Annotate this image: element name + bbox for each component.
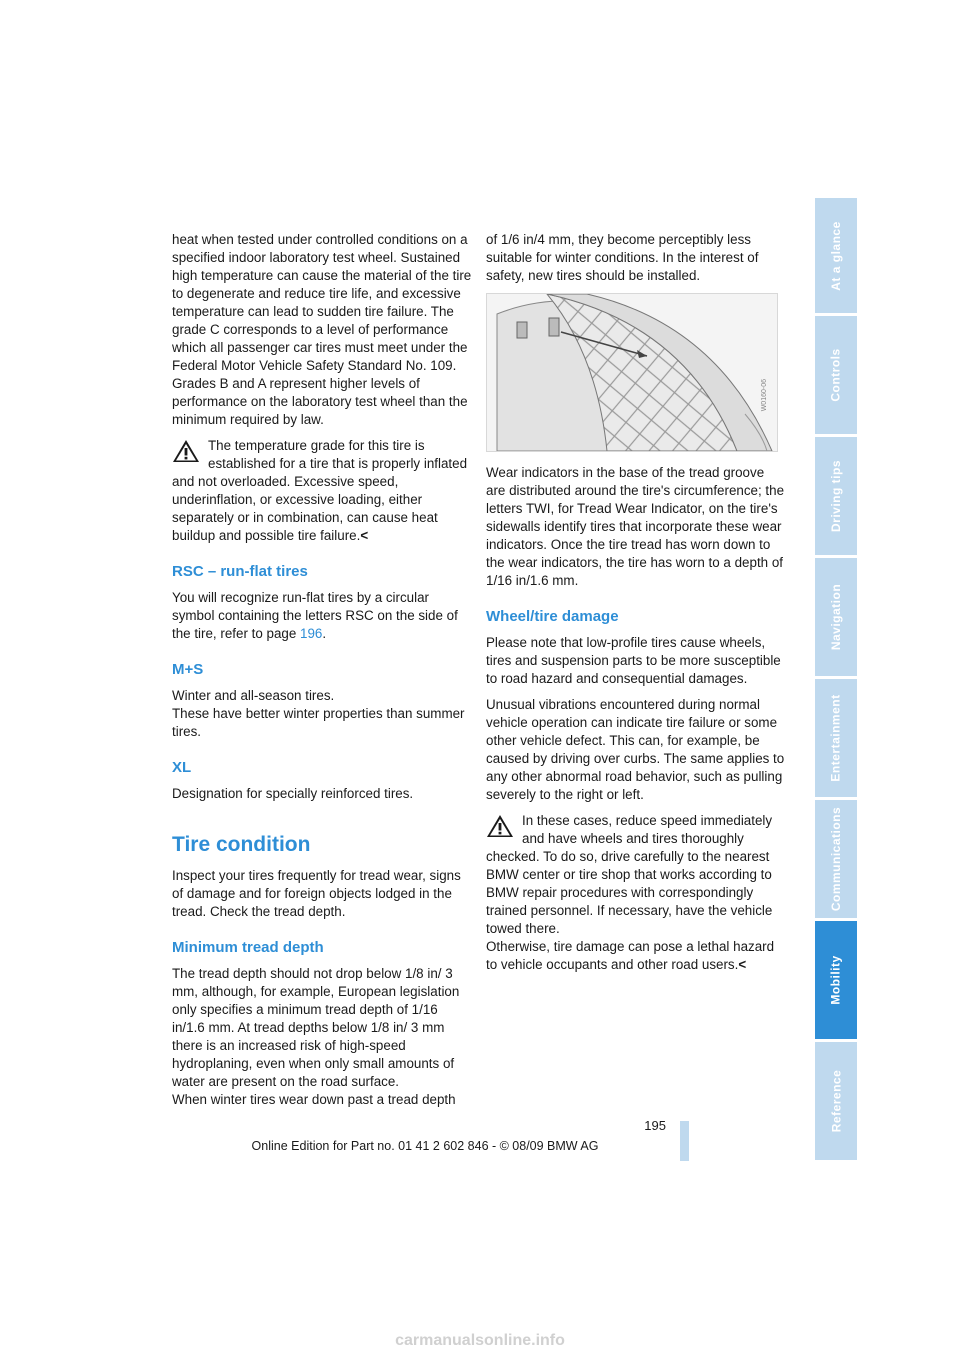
rsc-heading: RSC – run-flat tires xyxy=(172,563,308,580)
page-number: 195 xyxy=(644,1118,666,1133)
temperature-warning xyxy=(172,437,472,545)
edition-footer: Online Edition for Part no. 01 41 2 602 846 - © 08/09 BMW AG xyxy=(251,1139,599,1153)
tread-depth-paragraph: The tread depth should not drop below 1/8 in/ 3 mm, although, for example, European legislation only specifies a minimum tread depth of 1/16 in/1.6 mm. At tread depths below 1/8 in/ 3 mm there is an increased risk of high-speed hydroplaning, even when only small amounts of water are present on the road surface. xyxy=(172,966,460,1089)
warning-icon xyxy=(486,814,514,838)
page-marker-bar xyxy=(680,1121,689,1161)
watermark: carmanualsonline.info xyxy=(395,1332,565,1349)
tab-entertainment[interactable]: Entertainment xyxy=(815,679,857,797)
chapter-sidebar xyxy=(815,198,857,1160)
damage-warning xyxy=(486,812,786,974)
tire-condition-heading: Tire condition xyxy=(172,833,311,856)
winter-tires-paragraph: of 1/6 in/4 mm, they become perceptibly less suitable for winter conditions. In the interest of safety, new tires should be installed. xyxy=(486,232,759,283)
tab-controls[interactable]: Controls xyxy=(815,316,857,434)
tab-navigation[interactable]: Navigation xyxy=(815,558,857,676)
warning-text: In these cases, reduce speed immediately and have wheels and tires thoroughly checked. To do so, drive carefully to the nearest BMW center or tire shop that works according to BMW repair procedures with correspondingly trained personnel. If necessary, have the vehicle towed there. xyxy=(486,813,773,936)
ms-heading: M+S xyxy=(172,661,204,678)
winter-tread-paragraph: When winter tires wear down past a tread depth xyxy=(172,1092,456,1107)
tab-mobility[interactable]: Mobility xyxy=(815,921,857,1039)
tread-depth-heading: Minimum tread depth xyxy=(172,939,324,956)
low-profile-paragraph: Please note that low-profile tires cause wheels, tires and suspension parts to be more susceptible to road hazard and consequential damages. xyxy=(486,635,781,686)
left-column xyxy=(172,231,472,1109)
tire-condition-paragraph: Inspect your tires frequently for tread wear, signs of damage and for foreign objects lodged in the tread. Check the tread depth. xyxy=(172,868,461,919)
xl-heading: XL xyxy=(172,759,192,776)
end-mark: < xyxy=(738,957,747,972)
tab-driving-tips[interactable]: Driving tips xyxy=(815,437,857,555)
wear-indicators-paragraph: Wear indicators in the base of the tread groove are distributed around the tire's circumference; the letters TWI, for Tread Wear Indicator, on the tire's sidewalls identify tires that incorporate these wear indicators. Once the tire tread has worn down to the wear indicators, the tire has worn to a depth of 1/16 in/1.6 mm. xyxy=(486,465,785,588)
xl-paragraph: Designation for specially reinforced tires. xyxy=(172,786,414,801)
ms-line-2: These have better winter properties than summer tires. xyxy=(172,706,465,739)
figure-id: W0160-06 xyxy=(761,378,768,411)
tab-communications[interactable]: Communications xyxy=(815,800,857,918)
warning-icon xyxy=(172,439,200,463)
wheel-damage-heading: Wheel/tire damage xyxy=(486,608,619,625)
right-column xyxy=(486,231,786,982)
tab-reference[interactable]: Reference xyxy=(815,1042,857,1160)
page-link[interactable]: 196 xyxy=(300,626,323,641)
warning-text: The temperature grade for this tire is established for a tire that is properly inflated and not overloaded. Excessive speed, underinflation, or excessive loading, either separately or in combination, can cause heat buildup and possible tire failure. xyxy=(172,438,468,543)
rsc-paragraph: You will recognize run-flat tires by a circular symbol containing the letters RSC on the side of the tire, refer to page 196. xyxy=(172,590,458,641)
warning-continuation: Otherwise, tire damage can pose a lethal hazard to vehicle occupants and other road users. xyxy=(486,939,775,972)
tread-wear-indicator-figure xyxy=(486,293,778,452)
tire-illustration xyxy=(487,294,777,451)
tab-at-a-glance[interactable]: At a glance xyxy=(815,198,857,313)
ms-line-1: Winter and all-season tires. xyxy=(172,688,335,703)
temperature-paragraph: heat when tested under controlled conditions on a specified indoor laboratory test wheel. Sustained high temperature can cause the material of the tire to degenerate and reduce tire life, and excessive temperature can lead to sudden tire failure. The grade C corresponds to a level of performance which all passenger car tires must meet under the Federal Motor Vehicle Safety Standard No. 109. Grades B and A represent higher levels of performance on the laboratory test wheel than the minimum required by law. xyxy=(172,232,472,427)
end-mark: < xyxy=(360,528,369,543)
vibrations-paragraph: Unusual vibrations encountered during normal vehicle operation can indicate tire failure or some other vehicle defect. This can, for example, be caused by driving over curbs. The same applies to any other abnormal road behavior, such as pulling severely to the right or left. xyxy=(486,697,785,802)
